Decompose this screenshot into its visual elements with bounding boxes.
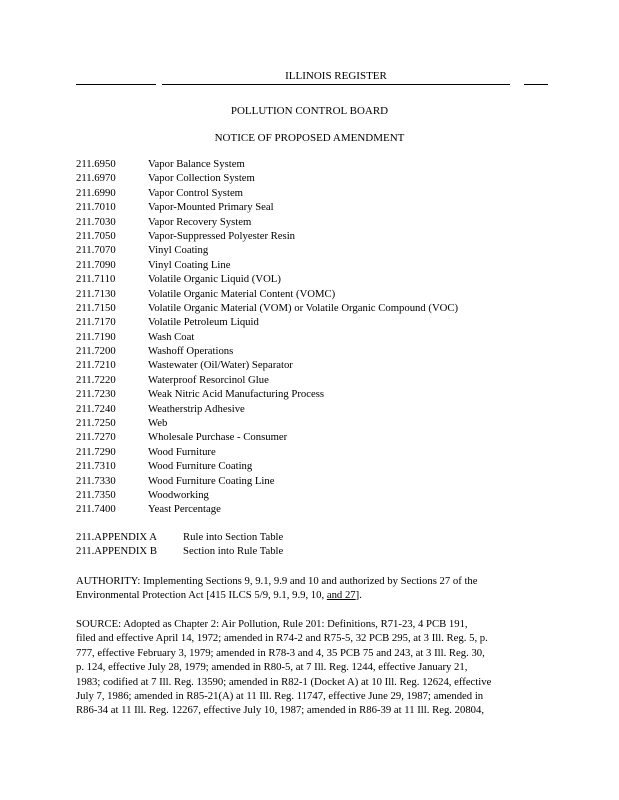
section-entry bbox=[76, 430, 458, 444]
section-entry bbox=[76, 502, 458, 516]
section-entry bbox=[76, 330, 458, 344]
section-number: 211.7090 bbox=[76, 258, 116, 271]
section-title: Wholesale Purchase - Consumer bbox=[148, 431, 288, 444]
section-number: 211.7310 bbox=[76, 460, 116, 473]
section-entry bbox=[76, 229, 458, 243]
section-number: 211.7330 bbox=[76, 474, 116, 487]
authority-text: Environmental Protection Act [415 ILCS 5/9, 9.1, 9.9, 10, bbox=[76, 589, 327, 602]
section-entry bbox=[76, 258, 458, 272]
appendix-entry bbox=[76, 530, 283, 544]
section-entry bbox=[76, 445, 458, 459]
section-title: Yeast Percentage bbox=[148, 503, 221, 516]
section-number: 211.7150 bbox=[76, 301, 116, 314]
appendix-number: 211.APPENDIX B bbox=[76, 545, 157, 558]
section-entry bbox=[76, 215, 458, 229]
header-rule-right bbox=[524, 84, 548, 85]
section-title: Wood Furniture bbox=[148, 445, 216, 458]
section-list bbox=[76, 157, 458, 517]
section-title: Volatile Organic Liquid (VOL) bbox=[148, 273, 281, 286]
section-entry bbox=[76, 157, 458, 171]
authority-line: AUTHORITY: Implementing Sections 9, 9.1, 9.9 and 10 and authorized by Sections 27 of the bbox=[76, 575, 478, 587]
section-title: Vapor Collection System bbox=[148, 172, 255, 185]
section-number: 211.7030 bbox=[76, 215, 116, 228]
section-number: 211.6970 bbox=[76, 172, 116, 185]
section-number: 211.7290 bbox=[76, 445, 116, 458]
section-number: 211.7230 bbox=[76, 388, 116, 401]
source-line: R86-34 at 11 Ill. Reg. 12267, effective July 10, 1987; amended in R86-39 at 11 Ill. Reg. 20804, bbox=[76, 704, 485, 717]
section-number: 211.7010 bbox=[76, 201, 116, 214]
appendix-title: Section into Rule Table bbox=[183, 545, 284, 558]
section-number: 211.6990 bbox=[76, 186, 116, 199]
section-title: Volatile Petroleum Liquid bbox=[148, 316, 259, 329]
section-title: Volatile Organic Material Content (VOMC) bbox=[148, 287, 336, 300]
source-line: SOURCE: Adopted as Chapter 2: Air Pollution, Rule 201: Definitions, R71-23, 4 PCB 191, bbox=[76, 618, 468, 630]
section-number: 211.7110 bbox=[76, 273, 116, 286]
section-number: 211.7070 bbox=[76, 244, 116, 257]
header-rule-left bbox=[76, 84, 156, 85]
section-entry bbox=[76, 344, 458, 358]
appendix-list bbox=[76, 530, 283, 559]
section-title: Wood Furniture Coating Line bbox=[148, 474, 275, 487]
section-number: 211.7130 bbox=[76, 287, 116, 300]
notice-title: NOTICE OF PROPOSED AMENDMENT bbox=[214, 132, 405, 144]
board-name: POLLUTION CONTROL BOARD bbox=[230, 105, 389, 117]
authority-paragraph bbox=[76, 574, 546, 603]
section-title: Web bbox=[148, 417, 168, 430]
section-title: Vapor-Mounted Primary Seal bbox=[148, 201, 274, 214]
source-line: 777, effective February 3, 1979; amended in R78-3 and 4, 35 PCB 75 and 243, at 3 Ill. Reg. 30, bbox=[76, 646, 485, 659]
section-title: Volatile Organic Material (VOM) or Volatile Organic Compound (VOC) bbox=[148, 301, 459, 314]
section-entry bbox=[76, 200, 458, 214]
section-number: 211.7400 bbox=[76, 503, 116, 516]
source-line: p. 124, effective July 28, 1979; amended in R80-5, at 7 Ill. Reg. 1244, effective January 21, bbox=[76, 661, 468, 674]
section-number: 211.7220 bbox=[76, 373, 116, 386]
section-entry bbox=[76, 474, 458, 488]
section-title: Vinyl Coating bbox=[148, 244, 209, 257]
section-entry bbox=[76, 358, 458, 372]
source-line: 1983; codified at 7 Ill. Reg. 13590; amended in R82-1 (Docket A) at 10 Ill. Reg. 12624, effective bbox=[76, 675, 492, 688]
appendix-title: Rule into Section Table bbox=[183, 531, 284, 543]
section-entry bbox=[76, 373, 458, 387]
section-number: 211.7240 bbox=[76, 402, 116, 415]
section-number: 211.7270 bbox=[76, 431, 116, 444]
section-entry bbox=[76, 243, 458, 257]
authority-underlined-text: and 27 bbox=[326, 589, 356, 602]
header-rule-center bbox=[162, 84, 510, 85]
section-title: Wash Coat bbox=[148, 330, 195, 343]
section-number: 211.7350 bbox=[76, 488, 116, 501]
section-entry bbox=[76, 171, 458, 185]
section-title: Vapor Control System bbox=[148, 186, 243, 199]
source-paragraph bbox=[76, 617, 546, 718]
section-title: Weak Nitric Acid Manufacturing Process bbox=[148, 388, 325, 401]
section-number: 211.7250 bbox=[76, 417, 116, 430]
section-entry bbox=[76, 387, 458, 401]
section-title: Vinyl Coating Line bbox=[148, 258, 231, 271]
section-entry bbox=[76, 186, 458, 200]
section-title: Weatherstrip Adhesive bbox=[148, 402, 245, 415]
section-number: 211.7210 bbox=[76, 359, 116, 372]
section-number: 211.6950 bbox=[76, 158, 116, 170]
section-entry bbox=[76, 315, 458, 329]
section-number: 211.7170 bbox=[76, 316, 116, 329]
section-title: Vapor-Suppressed Polyester Resin bbox=[148, 229, 296, 242]
section-title: Waterproof Resorcinol Glue bbox=[148, 373, 269, 386]
section-title: Washoff Operations bbox=[148, 345, 234, 358]
section-number: 211.7200 bbox=[76, 345, 116, 358]
authority-text: ]. bbox=[355, 589, 362, 602]
source-line: filed and effective April 14, 1972; amended in R74-2 and R75-5, 32 PCB 295, at 3 Ill. Reg. 5, p. bbox=[76, 632, 488, 645]
section-title: Wood Furniture Coating bbox=[148, 460, 253, 473]
section-number: 211.7190 bbox=[76, 330, 116, 343]
section-title: Vapor Recovery System bbox=[148, 215, 252, 228]
authority-line bbox=[76, 588, 546, 602]
section-entry bbox=[76, 402, 458, 416]
section-entry bbox=[76, 287, 458, 301]
section-entry bbox=[76, 488, 458, 502]
section-title: Woodworking bbox=[148, 488, 209, 501]
section-entry bbox=[76, 416, 458, 430]
appendix-entry bbox=[76, 544, 283, 558]
register-header bbox=[76, 69, 548, 85]
source-line: July 7, 1986; amended in R85-21(A) at 11 Ill. Reg. 11747, effective June 29, 1987; amended in bbox=[76, 689, 484, 702]
appendix-number: 211.APPENDIX A bbox=[76, 531, 157, 543]
section-number: 211.7050 bbox=[76, 229, 116, 242]
section-entry bbox=[76, 272, 458, 286]
section-entry bbox=[76, 459, 458, 473]
section-title: Vapor Balance System bbox=[148, 158, 245, 170]
section-title: Wastewater (Oil/Water) Separator bbox=[148, 359, 293, 372]
register-title: ILLINOIS REGISTER bbox=[285, 70, 387, 82]
section-entry bbox=[76, 301, 458, 315]
